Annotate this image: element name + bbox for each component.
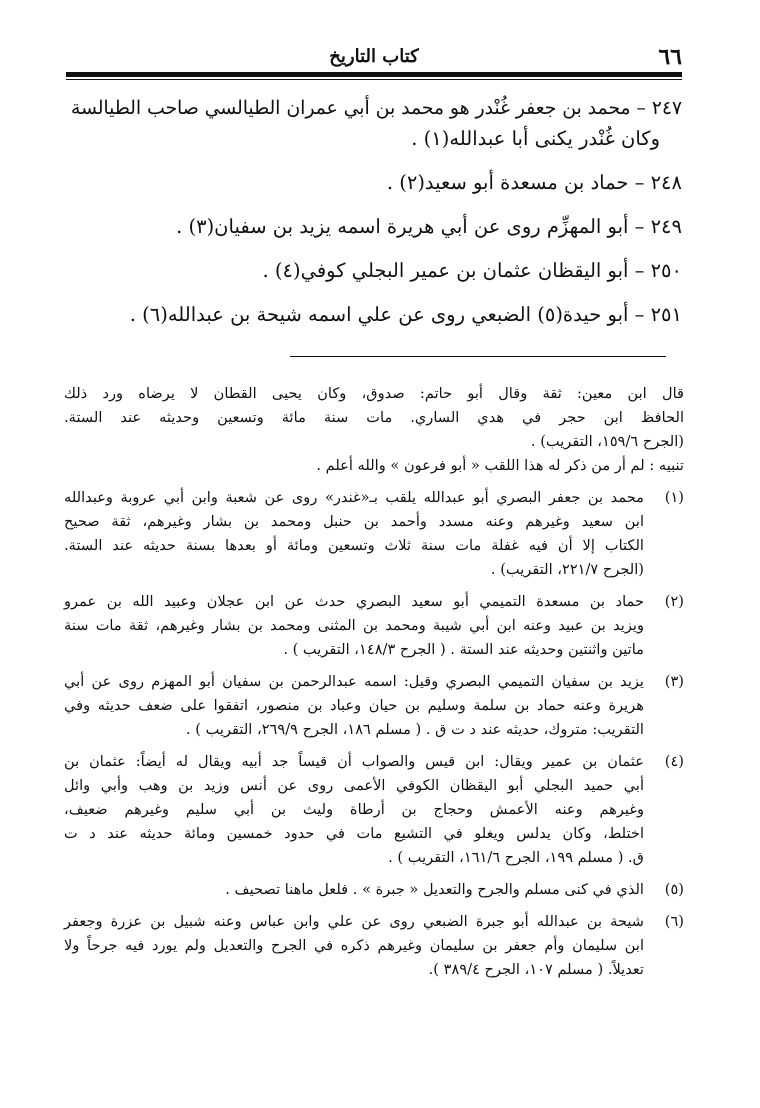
entry-247 <box>66 94 682 154</box>
footnote-marker: (٦) <box>664 913 684 930</box>
note-line: تنبيه : لم أر من ذكر له هذا اللقب « أبو فرعون » والله أعلم . <box>316 457 684 474</box>
page-header <box>66 44 682 70</box>
note-line: شيحة بن عبدالله أبو جبرة الضبعي روى عن علي وابن عباس وعنه شبيل بن عزرة وجعفر <box>64 913 644 930</box>
entry-line: ٢٤٨ – حماد بن مسعدة أبو سعيد(٢) . <box>386 171 682 194</box>
note-line: ابن سعيد وغيرهم وعنه مسدد وأحمد بن حنبل ومحمد بن بشار وغيرهم، ثقة صحيح <box>64 513 644 530</box>
footnote-marker: (٥) <box>664 881 684 898</box>
entry-249 <box>66 212 682 242</box>
note-line: الكتاب إلا أن فيه غفلة مات سنة ثلاث وتسعين ومائة أو بعدها بسنة حديثه عند الستة. <box>64 537 644 554</box>
note-line: محمد بن جعفر البصري أبو عبدالله يلقب بـ«غندر» روى عن شعبة وابن أبي عروبة وعبدالله <box>64 489 644 506</box>
note-line: تعديلاً. ( مسلم ١٠٧، الجرح ٣٨٩/٤ ). <box>428 961 644 978</box>
note-line: (الجرح ١٥٩/٦، التقريب) . <box>530 433 684 450</box>
note-line: هريرة وعنه حماد بن سلمة وسليم بن حيان وعباد بن منصور، اتفقوا على ضعف حديثه وفي <box>64 697 644 714</box>
note-line: يزيد بن سفيان التميمي البصري وقيل: اسمه عبدالرحمن بن سفيان أبو المهزم روى عن أبي <box>64 673 644 690</box>
header-rule-thick <box>66 72 682 77</box>
note-line: أبي حميد البجلي أبو اليقظان الكوفي الأعمى روى عن أنس وزيد بن وهب وأبي وائل <box>64 777 644 794</box>
footnote-2 <box>64 590 684 662</box>
footnote-separator <box>290 356 666 357</box>
note-line: ويزيد بن عبيد وعنه ابن أبي شيبة ومحمد بن المثنى ومحمد بن بشار وغيرهم، ثقة مات سنة <box>64 617 644 634</box>
continued-note <box>64 382 684 478</box>
note-line: ق. ( مسلم ١٩٩، الجرح ١٦١/٦، التقريب ) . <box>388 849 644 866</box>
footnote-marker: (٤) <box>664 753 684 770</box>
main-entries <box>66 94 682 344</box>
note-line: قال ابن معين: ثقة وقال أبو حاتم: صدوق، وكان يحيى القطان لا يرضاه ورد ذلك <box>64 385 684 402</box>
note-line: ابن سليمان وأم جعفر بن سليمان وغيرهم ذكره في الجرح والتعديل ولم يورد فيه جرحاً ولا <box>64 937 644 954</box>
note-line: اختلط، وكان يدلس ويغلو في التشيع مات في حدود خمسين ومائة حديثه عند د ت <box>64 825 644 842</box>
entry-line: ٢٥٠ – أبو اليقظان عثمان بن عمير البجلي كوفي(٤) . <box>262 259 682 282</box>
note-line: وغيرهم وعنه الأعمش وحجاج بن أرطاة وليث بن أبي سليم وغيرهم ضعيف، <box>64 801 644 818</box>
footnote-6 <box>64 910 684 982</box>
note-line: الحافظ ابن حجر في هدي الساري. مات سنة مائة وتسعين وحديثه عند الستة. <box>64 409 684 426</box>
note-line: عثمان بن عمير ويقال: ابن قيس والصواب أن قيساً جد أبيه ويقال له أيضاً: عثمان بن <box>64 753 644 770</box>
entry-line: ٢٥١ – أبو حيدة(٥) الضبعي روى عن علي اسمه شيحة بن عبدالله(٦) . <box>129 303 682 326</box>
entry-251 <box>66 300 682 330</box>
note-line: (الجرح ٢٢١/٧، التقريب) . <box>490 561 644 578</box>
entry-248 <box>66 168 682 198</box>
header-rule-thin <box>66 79 682 80</box>
book-title: كتاب التاريخ <box>329 46 419 67</box>
entry-line: ٢٤٩ – أبو المهزِّم روى عن أبي هريرة اسمه يزيد بن سفيان(٣) . <box>176 215 682 238</box>
footnote-5 <box>64 878 684 902</box>
note-line: ماتين واثنتين وحديثه عند الستة . ( الجرح ١٤٨/٣، التقريب ) . <box>283 641 644 658</box>
note-line: حماد بن مسعدة التميمي أبو سعيد البصري حدث عن ابن عجلان وعبيد الله بن عمرو <box>64 593 644 610</box>
footnotes <box>64 382 684 982</box>
footnote-1 <box>64 486 684 582</box>
entry-250 <box>66 256 682 286</box>
footnote-marker: (٣) <box>664 673 684 690</box>
entry-line: وكان غُنْدر يكنى أبا عبدالله(١) . <box>411 127 660 150</box>
footnote-3 <box>64 670 684 742</box>
note-line: الذي في كنى مسلم والجرح والتعديل « جبرة » . فلعل ماهنا تصحيف . <box>225 881 644 898</box>
footnote-4 <box>64 750 684 870</box>
entry-line: ٢٤٧ – محمد بن جعفر غُنْدر هو محمد بن أبي عمران الطيالسي صاحب الطيالسة <box>70 98 682 119</box>
page-number: ٦٦ <box>658 44 682 70</box>
note-line: التقريب: متروك، حديثه عند د ت ق . ( مسلم ١٨٦، الجرح ٢٦٩/٩، التقريب ) . <box>185 721 644 738</box>
footnote-marker: (١) <box>664 489 684 506</box>
footnote-marker: (٢) <box>664 593 684 610</box>
